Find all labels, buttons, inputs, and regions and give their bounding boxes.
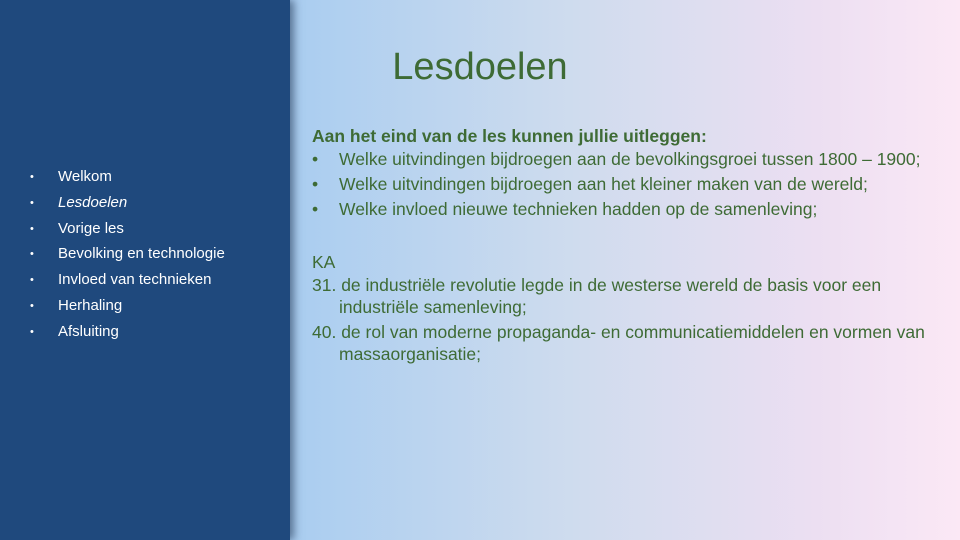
learning-goal-item [312, 198, 942, 220]
learning-goal-text: Welke invloed nieuwe technieken hadden op de samenleving; [339, 199, 818, 219]
slide-title: Lesdoelen [392, 46, 568, 88]
bullet-icon: • [30, 274, 34, 287]
agenda-item-invloed-van-technieken [30, 269, 225, 295]
bullet-icon: • [30, 171, 34, 183]
learning-goal-item [312, 148, 942, 170]
bullet-icon: • [30, 299, 34, 312]
agenda-item-vorige-les [30, 218, 225, 244]
bullet-icon: • [312, 199, 319, 219]
bullet-icon: • [312, 174, 319, 194]
agenda-item-bevolking-en-technologie [30, 243, 225, 269]
bullet-icon: • [30, 248, 34, 261]
agenda-item-herhaling [30, 295, 225, 321]
bullet-icon: • [30, 325, 34, 338]
ka-heading: KA [312, 252, 336, 272]
agenda-item-welkom [30, 166, 225, 192]
agenda-item-label: Afsluiting [58, 322, 119, 340]
agenda-list [30, 166, 225, 347]
agenda-item-label: Welkom [58, 168, 112, 185]
bullet-icon: • [312, 149, 319, 169]
learning-goal-text: Welke uitvindingen bijdroegen aan het kleiner maken van de wereld; [339, 174, 868, 194]
learning-goal-item [312, 173, 942, 195]
agenda-item-label: Bevolking en technologie [58, 245, 225, 263]
agenda-item-label: Lesdoelen [58, 193, 128, 211]
sidebar-panel [0, 0, 290, 540]
bullet-icon: • [30, 222, 34, 235]
agenda-item-label: Herhaling [58, 296, 123, 314]
ka-item: 40. de rol van moderne propaganda- en communicatiemiddelen en vormen van massaorganisatie; [312, 322, 925, 364]
intro-text: Aan het eind van de les kunnen jullie uitleggen: [312, 126, 707, 146]
ka-section [312, 250, 942, 365]
learning-goals-list [312, 148, 942, 220]
bullet-icon: • [30, 196, 34, 209]
ka-item: 31. de industriële revolutie legde in de westerse wereld de basis voor een industriële samenleving; [312, 275, 882, 317]
agenda-item-afsluiting [30, 321, 225, 347]
slide-content [312, 124, 942, 368]
agenda-item-label: Invloed van technieken [58, 271, 212, 289]
ka-list [312, 274, 942, 365]
learning-goal-text: Welke uitvindingen bijdroegen aan de bevolkingsgroei tussen 1800 – 1900; [339, 149, 921, 169]
agenda-item-label: Vorige les [58, 219, 124, 237]
agenda-item-lesdoelen [30, 192, 225, 218]
